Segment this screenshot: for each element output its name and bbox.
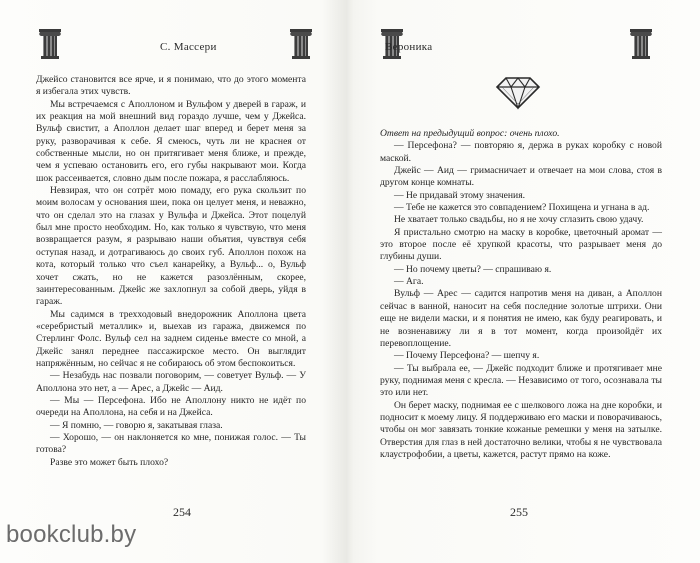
paragraph: Я пристально смотрю на маску в коробке, цветочный аромат — это второе после её хрупкой красоты, что разрывает меня до глубины души.: [380, 226, 662, 263]
page-number: 254: [173, 505, 191, 519]
paragraph: — Но почему цветы? — спрашиваю я.: [394, 263, 552, 275]
greek-column-icon: [38, 28, 62, 60]
running-head-author: С. Массери: [160, 41, 217, 53]
page-number: 255: [510, 505, 528, 519]
paragraph: — Не придавай этому значения.: [394, 189, 526, 201]
right-page-body: [380, 128, 662, 461]
paragraph: Мы встречаемся с Аполлоном и Вульфом у дверей в гараж, и их реакция на мой внешний вид гораздо лучше, чем у Джейса. Вульф свистит, а Аполлон делает шаг вперед и берет меня за руку, разворачивая к себе. Я смеюсь, чуть ли не краснея от собственные мысли, но он притягивает меня ближе, и прежде, чем я успеваю остановить его, его губы накрывают мои. Когда шок рассеивается, словно дым после пожара, я расслабляюсь.: [36, 98, 306, 184]
paragraph: Вульф — Арес — садится напротив меня на диван, а Аполлон сейчас в ванной, наносит на себя последние золотые штрихи. Они еще не видели маски, и я понятия не имею, как буду реагировать, и не возненавижу ли я в тот момент, когда произойдёт их перевоплощение.: [380, 288, 662, 349]
paragraph: Джейсо становится все ярче, и я понимаю, что до этого момента я избегала этих чувств.: [36, 74, 306, 98]
paragraph: Ответ на предыдущий вопрос: очень плохо.: [380, 128, 560, 139]
paragraph: Разве это может быть плохо?: [50, 456, 169, 468]
greek-column-icon: [289, 28, 313, 60]
greek-column-icon: [629, 28, 653, 60]
paragraph: — Тебе не кажется это совпадением? Похищена и угнана в ад.: [394, 202, 650, 214]
paragraph: — Почему Персефона? — шепчу я.: [394, 350, 540, 362]
paragraph: — Мы — Персефона. Ибо не Аполлону никто не идёт по очереди на Аполлона, на себя и на Джейса.: [36, 394, 306, 419]
paragraph: Не хватает только свадьбы, но я не хочу сглазить свою удачу.: [394, 214, 644, 226]
left-page-body: [36, 74, 306, 469]
running-head-character: Вероника: [385, 41, 433, 53]
paragraph: — Персефона? — повторяю я, держа в руках коробку с новой маской.: [380, 140, 662, 164]
paragraph: Он берет маску, поднимая ее с шелкового ложа на дне коробки, и подносит к моему лицу. Я поддерживаю его маски и поворачиваюсь, чтобы он мог завязать тонкие кожаные ремешки у меня на затылке. Отверстия для глаз в ней достаточно велики, чтобы я не чувствовала клаустрофобии, а цветы, кажется, растут прямо на коже.: [380, 399, 662, 460]
paragraph: Мы садимся в трехходовый внедорожник Аполлона цвета «серебристый металлик» и, выехав из гаража, движемся по Стерлинг Фолс. Вульф сел на заднем сиденье вместе со мной, а Джейс занял переднее пассажирское место. Он выглядит напряжённым, но сейчас я не собираюсь об этом беспокоиться.: [36, 308, 306, 369]
watermark-logo: bookclub.by: [6, 521, 137, 548]
paragraph: — Незабудь нас позвали поговорим, — советует Вульф. — У Аполлона это нет, а — Арес, а Джейс — Аид.: [36, 370, 306, 394]
right-page: [350, 0, 700, 563]
paragraph: — Ты выбрала ее, — Джейс подходит ближе и протягивает мне руку, поднимая меня с кресла. — Независимо от того, осознавала ты это или нет.: [380, 362, 662, 399]
diamond-gem-icon: [495, 76, 541, 110]
paragraph: — Ага.: [394, 276, 424, 288]
paragraph: Джейс — Аид — гримасничает и отвечает на мои слова, стоя в другом конце комнаты.: [380, 165, 662, 189]
paragraph: — Хорошо, — он наклоняется ко мне, понижая голос. — Ты готова?: [36, 431, 306, 456]
paragraph: Невзирая, что он сотрёт мою помаду, его рука скользит по моим волосам у основания шеи, пока он целует меня, и неважно, что он сделал это на глазах у Вульфа и Джейса. Этот поцелуй был мне просто необходим. Но, как только я чувствую, что меня возвращается разум, я разрываю наши объятия, чувствуя себя оступая назад, и дотрагиваюсь до своих губ. Аполлон похож на кота, который только что съел канарейку, а Вульф... о, Вульф хочет сжать, но не кажется разозлённым, скорее, заинтересованным. Джейс же захлопнул за собой дверь, уйдя в гараж.: [36, 185, 306, 308]
paragraph: — Я помню, — говорю я, закатывая глаза.: [50, 419, 223, 431]
